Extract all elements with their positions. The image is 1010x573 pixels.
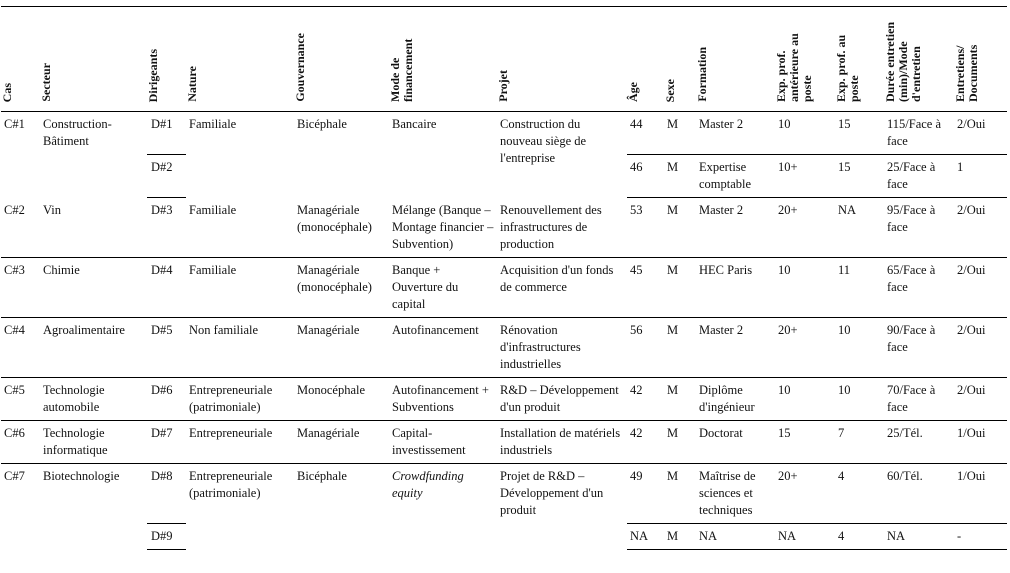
cell-nature: Familiale — [189, 117, 237, 131]
cell-exp-ant: 20+ — [778, 468, 798, 483]
cell-formation: NA — [696, 523, 775, 549]
cell-mode: Mélange (Banque – Montage financier – Subvention) — [389, 198, 497, 258]
cell-gouvernance: Managériale (monocéphale) — [294, 198, 389, 258]
cell-exp-poste: NA — [835, 198, 884, 258]
cell-exp-poste: 4 — [838, 468, 845, 483]
cell-exp-poste: 7 — [835, 420, 884, 463]
cell-projet: Projet de R&D – Développement d'un produit — [500, 468, 604, 517]
cell-dirigeant: D#1 — [151, 117, 173, 131]
cell-formation: Doctorat — [696, 420, 775, 463]
cell-exp-poste: 11 — [835, 257, 884, 317]
cell-exp-poste: 15 — [835, 155, 884, 198]
cell-entretiens: 2/Oui — [954, 377, 1007, 420]
cell-age: 44 — [630, 117, 643, 131]
header-projet: Projet — [497, 7, 627, 112]
table-row — [1, 317, 1007, 377]
cell-exp-poste: 4 — [835, 523, 884, 549]
header-gouvernance: Gouvernance — [294, 7, 389, 112]
cell-formation: Master 2 — [699, 117, 744, 131]
cell-exp-ant: NA — [775, 523, 835, 549]
header-age: Âge — [627, 7, 664, 112]
cell-exp-ant: 10 — [775, 257, 835, 317]
header-exp-ant: Exp. prof. antérieure au poste — [775, 7, 835, 112]
cell-dirigeant: D#6 — [147, 377, 186, 420]
table-row — [1, 198, 1007, 258]
cell-dirigeant: D#3 — [147, 198, 186, 258]
cell-entretiens: - — [954, 523, 1007, 549]
cell-projet: R&D – Développement d'un produit — [497, 377, 627, 420]
header-nature: Nature — [186, 7, 294, 112]
cell-cas: C#2 — [1, 198, 40, 258]
cell-formation: Master 2 — [696, 317, 775, 377]
table-row — [1, 463, 1007, 523]
cell-dirigeant: D#5 — [147, 317, 186, 377]
cell-duree: 65/Face à face — [884, 257, 954, 317]
table-row — [1, 112, 1007, 155]
cell-mode: Autofinancement — [389, 317, 497, 377]
cell-age: 45 — [627, 257, 664, 317]
cell-age: 42 — [627, 420, 664, 463]
header-exp-poste: Exp. prof. au poste — [835, 7, 884, 112]
cell-duree: 95/Face à face — [884, 198, 954, 258]
cell-sexe: M — [667, 468, 679, 483]
cell-gouvernance: Managériale (monocéphale) — [294, 257, 389, 317]
cell-duree: 25/Face à face — [884, 155, 954, 198]
header-entretiens: Entretiens/ Documents — [954, 7, 1007, 112]
cell-projet: Acquisition d'un fonds de commerce — [497, 257, 627, 317]
cell-exp-ant: 20+ — [775, 317, 835, 377]
cell-mode: Bancaire — [392, 117, 437, 131]
header-sexe: Sexe — [664, 7, 696, 112]
cell-cas: C#3 — [1, 257, 40, 317]
cell-nature: Non familiale — [186, 317, 294, 377]
cell-secteur: Vin — [40, 198, 147, 258]
table-row — [1, 420, 1007, 463]
cell-sexe: M — [664, 523, 696, 549]
cell-age: 53 — [627, 198, 664, 258]
cell-secteur: Chimie — [40, 257, 147, 317]
cell-sexe: M — [664, 377, 696, 420]
header-cas: Cas — [1, 7, 40, 112]
cell-age: NA — [627, 523, 664, 549]
cell-gouvernance: Bicéphale — [297, 117, 347, 131]
header-secteur: Secteur — [40, 7, 147, 112]
cell-duree: NA — [884, 523, 954, 549]
header-mode: Mode de financement — [389, 7, 497, 112]
cell-projet: Construction du nouveau siège de l'entreprise — [500, 117, 587, 165]
cell-nature: Familiale — [186, 198, 294, 258]
cell-duree: 70/Face à face — [884, 377, 954, 420]
cell-exp-poste: 10 — [835, 377, 884, 420]
cell-entretiens: 2/Oui — [957, 117, 986, 131]
cell-cas: C#6 — [1, 420, 40, 463]
cell-projet: Renouvellement des infrastructures de production — [497, 198, 627, 258]
cell-secteur: Biotechnologie — [43, 468, 120, 483]
cell-entretiens: 2/Oui — [954, 257, 1007, 317]
cell-cas: C#7 — [4, 468, 25, 483]
cell-sexe: M — [664, 257, 696, 317]
cell-formation: Master 2 — [696, 198, 775, 258]
cell-secteur: Technologie informatique — [40, 420, 147, 463]
cell-sexe: M — [664, 155, 696, 198]
cell-cas: C#5 — [1, 377, 40, 420]
cell-age: 56 — [627, 317, 664, 377]
cell-projet: Installation de matériels industriels — [497, 420, 627, 463]
cell-cas: C#4 — [1, 317, 40, 377]
cell-dirigeant: D#9 — [147, 523, 186, 549]
cell-formation: Diplôme d'ingénieur — [696, 377, 775, 420]
cell-sexe: M — [667, 117, 679, 131]
table-row — [1, 377, 1007, 420]
cell-exp-ant: 10 — [775, 377, 835, 420]
header-row — [1, 7, 1007, 112]
cell-dirigeant: D#4 — [147, 257, 186, 317]
cell-duree: 115/Face à face — [887, 117, 942, 148]
cell-dirigeant: D#7 — [147, 420, 186, 463]
cell-dirigeant: D#8 — [151, 468, 173, 483]
header-dirigeants: Dirigeants — [147, 7, 186, 112]
cell-exp-ant: 10+ — [775, 155, 835, 198]
cell-projet: Rénovation d'infrastructures industrielles — [497, 317, 627, 377]
cell-duree: 25/Tél. — [884, 420, 954, 463]
table-row — [1, 257, 1007, 317]
cell-duree: 60/Tél. — [887, 468, 923, 483]
cell-mode: Autofinancement + Subventions — [389, 377, 497, 420]
cell-age: 42 — [627, 377, 664, 420]
cell-formation: HEC Paris — [696, 257, 775, 317]
cell-entretiens: 1 — [954, 155, 1007, 198]
cell-secteur: Technologie automobile — [40, 377, 147, 420]
cell-sexe: M — [664, 317, 696, 377]
cell-secteur: Agroalimentaire — [40, 317, 147, 377]
cell-gouvernance: Bicéphale — [297, 468, 347, 483]
cell-sexe: M — [664, 420, 696, 463]
cases-table — [1, 6, 1007, 550]
cell-exp-poste: 10 — [835, 317, 884, 377]
cell-age: 49 — [630, 468, 643, 483]
cell-entretiens: 2/Oui — [954, 317, 1007, 377]
cell-exp-ant: 15 — [775, 420, 835, 463]
header-duree: Durée entretien (min)/Mode d'entretien — [884, 7, 954, 112]
cell-gouvernance: Managériale — [294, 420, 389, 463]
cell-gouvernance: Managériale — [294, 317, 389, 377]
cell-entretiens: 2/Oui — [954, 198, 1007, 258]
cell-exp-ant: 20+ — [775, 198, 835, 258]
cell-entretiens: 1/Oui — [957, 468, 986, 483]
cell-mode: Crowdfunding equity — [392, 468, 464, 500]
cell-sexe: M — [664, 198, 696, 258]
cell-nature: Entrepreneuriale (patrimoniale) — [186, 377, 294, 420]
cell-mode: Banque + Ouverture du capital — [389, 257, 497, 317]
cell-exp-ant: 10 — [778, 117, 791, 131]
cell-dirigeant: D#2 — [147, 155, 186, 198]
cell-formation: Maîtrise de sciences et techniques — [699, 468, 756, 517]
cell-secteur: Construction-Bâtiment — [43, 117, 112, 148]
cell-nature: Entrepreneuriale — [186, 420, 294, 463]
header-formation: Formation — [696, 7, 775, 112]
cell-nature: Familiale — [186, 257, 294, 317]
cell-mode: Capital-investissement — [389, 420, 497, 463]
cell-duree: 90/Face à face — [884, 317, 954, 377]
cell-age: 46 — [627, 155, 664, 198]
cell-exp-poste: 15 — [838, 117, 851, 131]
cell-nature: Entrepreneuriale (patrimoniale) — [189, 468, 273, 500]
cell-formation: Expertise comptable — [696, 155, 775, 198]
cell-entretiens: 1/Oui — [954, 420, 1007, 463]
cell-gouvernance: Monocéphale — [294, 377, 389, 420]
cell-cas: C#1 — [4, 117, 25, 131]
